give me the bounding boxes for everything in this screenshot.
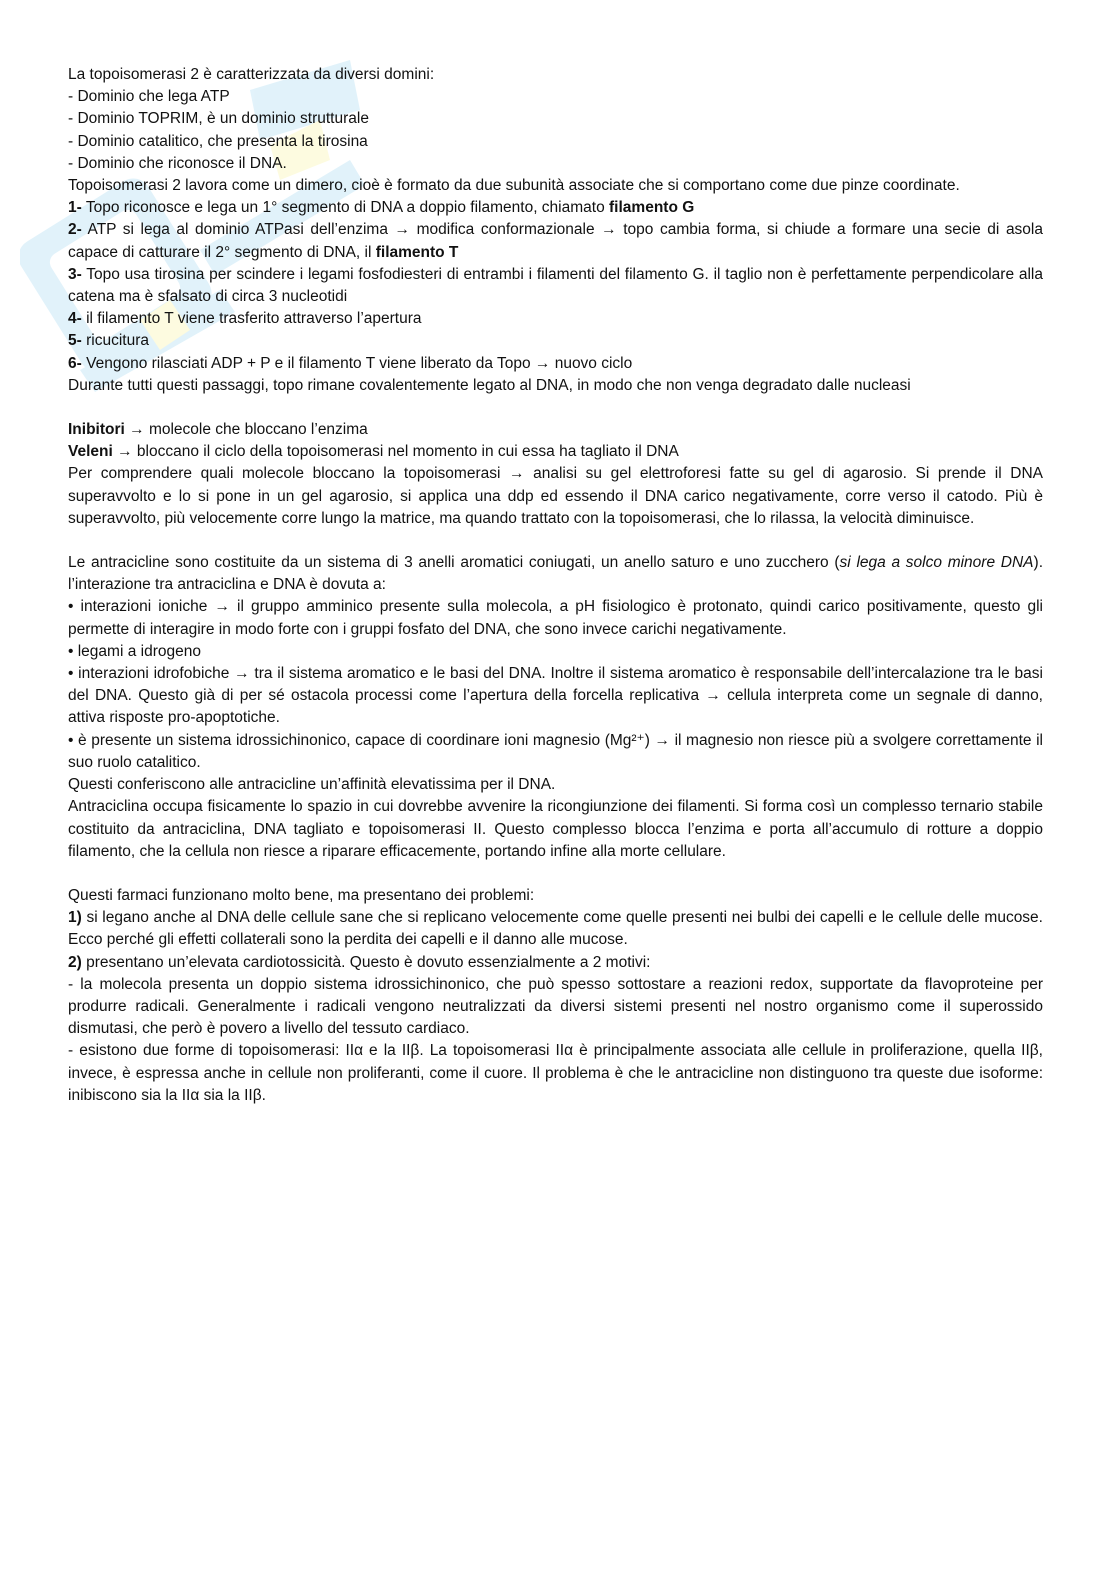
- problem-text: si legano anche al DNA delle cellule sane che si replicano velocemente come quelle presenti nei bulbi dei capelli e le cellule delle mucose. Ecco perché gli effetti collaterali sono la perdita dei capelli e il danno alle mucose.: [68, 909, 1043, 949]
- problem-2: [68, 952, 1043, 974]
- poisons-line: [68, 441, 1043, 463]
- cardiotoxicity-reason: - la molecola presenta un doppio sistema idrossichinonico, che può spesso sottostare a reazioni redox, supportate da flavoproteine per produrre radicali. Generalmente i radicali vengono neutralizzati da diversi sistemi presenti nel nostro organismo come il superossido dismutasi, che però è povero a livello del tessuto cardiaco.: [68, 975, 1043, 1038]
- step-text: Topo usa tirosina per scindere i legami fosfodiesteri di entrambi i filamenti del filamento G. il taglio non è perfettamente perpendicolare alla catena ma è sfalsato di circa 3 nucleotidi: [68, 265, 1043, 306]
- domain-item: - Dominio TOPRIM, è un dominio strutturale: [68, 110, 369, 128]
- step-1: [68, 197, 1043, 219]
- step-term: filamento T: [375, 243, 459, 261]
- step-text: ricucitura: [81, 332, 149, 350]
- step-number: 2-: [68, 221, 82, 239]
- problems-intro: Questi farmaci funzionano molto bene, ma presentano dei problemi:: [68, 886, 535, 904]
- step-5: [68, 330, 1043, 352]
- bullet-item: • legami a idrogeno: [68, 642, 201, 660]
- step-text: Vengono rilasciati ADP + P e il filamento T viene liberato da Topo → nuovo ciclo: [81, 354, 633, 372]
- bullet-item: • interazioni ioniche → il gruppo amminico presente sulla molecola, a pH fisiologico è protonato, quindi carico positivamente, questo gli permette di interagire in modo forte con i gruppi fosfato del DNA, che sono invece carichi negativamente.: [68, 598, 1043, 638]
- domain-item: - Dominio che riconosce il DNA.: [68, 154, 287, 172]
- inhibitors-label: Inibitori: [68, 421, 125, 439]
- steps-closing: Durante tutti questi passaggi, topo rimane covalentemente legato al DNA, in modo che non venga degradato dalle nucleasi: [68, 376, 911, 394]
- anthracycline-text: Le antracicline sono costituite da un sistema di 3 anelli aromatici coniugati, un anello saturo e uno zucchero (: [68, 554, 840, 572]
- document-body: [68, 64, 1043, 1107]
- step-number: 1-: [68, 199, 82, 217]
- step-term: filamento G: [609, 199, 695, 217]
- problem-1: [68, 907, 1043, 951]
- dimer-description: Topoisomerasi 2 lavora come un dimero, cioè è formato da due subunità associate che si comportano come due pinze coordinate.: [68, 177, 960, 195]
- inhibitors-text: → molecole che bloccano l’enzima: [124, 421, 368, 439]
- gel-paragraph: Per comprendere quali molecole bloccano la topoisomerasi → analisi su gel elettroforesi fatte su gel di agarosio. Si prende il DNA superavvolto e lo si pone in un gel agarosio, si applica una ddp ed essendo il DNA carico negativamente, corre verso il catodo. Più è superavvolto, più velocemente corre lungo la matrice, ma quando trattato con la topoisomerasi, che lo rilassa, la velocità diminuisce.: [68, 465, 1043, 527]
- step-text: ATP si lega al dominio ATPasi dell’enzima → modifica conformazionale → topo cambia forma, si chiude a formare una secie di asola capace di catturare il 2° segmento di DNA, il: [68, 221, 1043, 261]
- step-number: 5-: [68, 332, 82, 350]
- intro-heading: La topoisomerasi 2 è caratterizzata da diversi domini:: [68, 66, 435, 83]
- affinity-sentence: Questi conferiscono alle antracicline un’affinità elevatissima per il DNA.: [68, 776, 556, 794]
- step-number: 6-: [68, 354, 82, 372]
- step-3: [68, 264, 1043, 308]
- step-text: il filamento T viene trasferito attraverso l’apertura: [81, 310, 422, 328]
- anthracycline-text: ). l’interazione tra antraciclina e DNA è dovuta a:: [68, 554, 1043, 594]
- domain-item: - Dominio catalitico, che presenta la tirosina: [68, 132, 368, 150]
- cardiotoxicity-reason: - esistono due forme di topoisomerasi: IIα e la IIβ. La topoisomerasi IIα è principalmente associata alle cellule in proliferazione, quella IIβ, invece, è espressa anche in cellule non proliferanti, come il cuore. Il problema è che le antracicline non distinguono tra queste due isoforme: inibiscono sia la IIα sia la IIβ.: [68, 1042, 1043, 1104]
- step-4: [68, 308, 1043, 330]
- poisons-label: Veleni: [68, 443, 113, 461]
- problem-number: 1): [68, 909, 82, 927]
- poisons-text: → bloccano il ciclo della topoisomerasi nel momento in cui essa ha tagliato il DNA: [112, 443, 679, 461]
- anthracycline-intro: [68, 552, 1043, 596]
- step-text: Topo riconosce e lega un 1° segmento di DNA a doppio filamento, chiamato: [81, 199, 610, 217]
- step-2: [68, 219, 1043, 263]
- anthracycline-note: si lega a solco minore DNA: [839, 554, 1034, 572]
- problem-text: presentano un’elevata cardiotossicità. Questo è dovuto essenzialmente a 2 motivi:: [81, 953, 651, 971]
- bullet-item: • è presente un sistema idrossichinonico, capace di coordinare ioni magnesio (Mg²⁺) → il magnesio non riesce più a svolgere correttamente il suo ruolo catalitico.: [68, 731, 1043, 771]
- problem-number: 2): [68, 953, 82, 971]
- domain-item: - Dominio che lega ATP: [68, 88, 230, 106]
- step-6: [68, 353, 1043, 375]
- step-number: 4-: [68, 310, 82, 328]
- step-number: 3-: [68, 265, 82, 283]
- bullet-item: • interazioni idrofobiche → tra il sistema aromatico e le basi del DNA. Inoltre il sistema aromatico è responsabile dell’intercalazione tra le basi del DNA. Questo già di per sé ostacola processi come l’apertura della forcella replicativa → cellula interpreta come un segnale di danno, attiva risposte pro-apoptotiche.: [68, 665, 1043, 727]
- ternary-complex-paragraph: Antraciclina occupa fisicamente lo spazio in cui dovrebbe avvenire la ricongiunzione dei filamenti. Si forma così un complesso ternario stabile costituito da antraciclina, DNA tagliato e topoisomerasi II. Questo complesso blocca l’enzima e porta all’accumulo di rotture a doppio filamento, che la cellula non riesce a riparare efficacemente, portando infine alla morte cellulare.: [68, 798, 1043, 860]
- inhibitors-line: [68, 419, 1043, 441]
